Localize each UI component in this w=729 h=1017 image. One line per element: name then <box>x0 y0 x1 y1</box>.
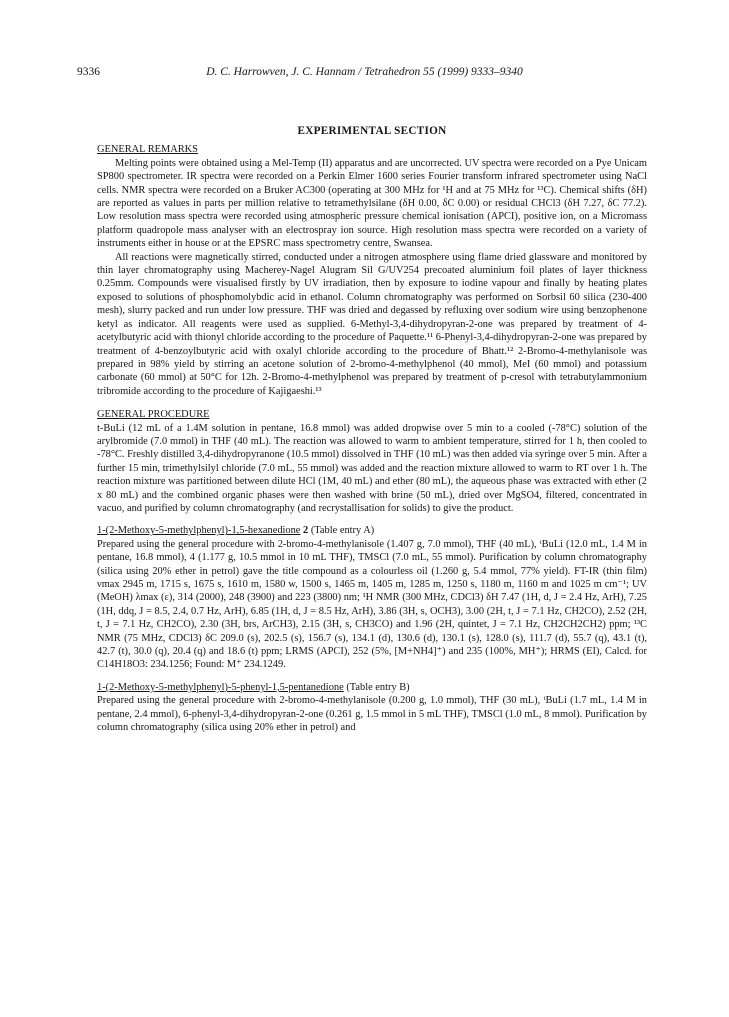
general-procedure-paragraph: t-BuLi (12 mL of a 1.4M solution in pentane, 16.8 mmol) was added dropwise over 5 min to a cooled (-78°C) solution of the arylbromide (7.0 mmol) in THF (40 mL). The reaction was allowed to warm to ambient temperature, stirred for 1 h, then cooled to -78°C. Freshly distilled 3,4-dihydropyranone (10.5 mmol) dissolved in THF (10 mL) was then added via syringe over 5 min. After a further 15 min, trimethylsilyl chloride (7.0 mL, 55 mmol) was added and the reaction mixture allowed to warm to RT over 1 h. The reaction mixture was partitioned between dilute HCl (1M, 40 mL) and ether (80 mL), the aqueous phase was extracted with ether (2 x 80 mL) and the combined organic phases were then washed with brine (50 mL), dried over MgSO4, filtered, concentrated in vacuo, and purified by column chromatography (and recrystallisation for solids) to give the product. <box>97 422 647 514</box>
compound-a-entry: (Table entry A) <box>310 525 375 537</box>
running-header <box>0 66 729 82</box>
compound-a-name: 1-(2-Methoxy-5-methylphenyl)-1,5-hexanedione <box>97 525 301 537</box>
running-head-citation: D. C. Harrowven, J. C. Hannam / Tetrahedron 55 (1999) 9333–9340 <box>206 66 523 78</box>
article-body <box>97 125 647 734</box>
compound-a-characterisation: Prepared using the general procedure with 2-bromo-4-methylanisole (1.407 g, 7.0 mmol), THF (40 mL), ᵗBuLi (12.0 mL, 1.4 M in pentane, 16.8 mmol), 4 (1.177 g, 10.5 mmol in 10 mL THF), TMSCl (7.0 mL, 55 mmol). Purification by column chromatography (silica using 20% ether in petrol) gave the title compound as a colourless oil (1.260 g, 5.4 mmol, 77% yield). FT-IR (thin film) νmax 2945 m, 1715 s, 1675 s, 1610 m, 1580 w, 1500 s, 1465 m, 1405 m, 1285 m, 1250 s, 1180 m, 1160 m and 1025 m cm⁻¹; UV (MeOH) λmax (ε), 314 (2000), 248 (3900) and 223 (3800) nm; ¹H NMR (300 MHz, CDCl3) δH 7.47 (1H, d, J = 2.4 Hz, ArH), 7.25 (1H, ddq, J = 8.5, 2.4, 0.7 Hz, ArH), 6.85 (1H, d, J = 8.5 Hz, ArH), 3.86 (3H, s, OCH3), 3.00 (2H, t, J = 7.1 Hz, CH2CO), 2.52 (2H, t, J = 7.1 Hz, CH2CO), 2.30 (3H, brs, ArCH3), 2.15 (3H, s, CH3CO) and 1.96 (2H, quintet, J = 7.1 Hz, CH2CH2CH2) ppm; ¹³C NMR (75 MHz, CDCl3) δC 209.0 (s), 202.5 (s), 156.7 (s), 134.1 (d), 130.6 (d), 130.1 (s), 128.0 (s), 111.7 (d), 55.7 (q), 43.1 (t), 42.7 (t), 30.0 (q), 20.4 (q) and 18.6 (t) ppm; LRMS (APCI), 252 (5%, [M+NH4]⁺) and 235 (100%, MH⁺); HRMS (EI), Calcd. for C14H18O3: 234.1256; Found: M⁺ 234.1249. <box>97 538 647 671</box>
section-title: EXPERIMENTAL SECTION <box>297 125 447 137</box>
compound-b-name: 1-(2-Methoxy-5-methylphenyl)-5-phenyl-1,5-pentanedione <box>97 681 344 693</box>
general-remarks-paragraph-2: All reactions were magnetically stirred, conducted under a nitrogen atmosphere using flame dried glassware and monitored by thin layer chromatography using Macherey-Nagel Alugram Sil G/UV254 precoated aluminium foil plates of layer thickness 0.25mm. Compounds were visualised firstly by UV irradiation, then by exposure to iodine vapour and finally by heating plates exposed to solutions of phosphomolybdic acid in ethanol. Column chromatography was performed on Sorbsil 60 silica (230-400 mesh), slurry packed and run under low pressure. THF was dried and degassed by refluxing over sodium wire using benzophenone ketyl as indicator. All reagents were used as supplied. 6-Methyl-3,4-dihydropyran-2-one was prepared by treatment of 4-acetylbutyric acid with thionyl chloride according to the procedure of Paquette.¹¹ 6-Phenyl-3,4-dihydropyran-2-one was prepared by treatment of 4-benzoylbutyric acid with oxalyl chloride according to the procedure of Bhatt.¹² 2-Bromo-4-methylanisole was prepared in 98% yield by stirring an acetone solution of 2-bromo-4-methylphenol (40 mmol), MeI (60 mmol) and potassium carbonate (60 mmol) at 50°C for 12h. 2-Bromo-4-methylphenol was prepared by treatment of p-cresol with tetrabutylammonium tribromide according to the procedure of Kajigaeshi.¹³ <box>97 251 647 397</box>
compound-a-heading <box>97 524 647 537</box>
general-remarks-paragraph-1: Melting points were obtained using a Mel-Temp (II) apparatus and are uncorrected. UV spectra were recorded on a Pye Unicam SP800 spectrometer. IR spectra were recorded on a Perkin Elmer 1600 series Fourier transform infrared spectrometer using NaCl cells. NMR spectra were recorded on a Bruker AC300 (operating at 300 MHz for ¹H and at 75 MHz for ¹³C). Chemical shifts (δH) are reported as values in parts per million relative to tetramethylsilane (δH 0.00, δC 0.00) or residual CHCl3 (δH 7.27, δC 77.2). Low resolution mass spectra were recorded using atmospheric pressure chemical ionisation (APCI), positive ion, on a Micromass platform quadropole mass analyser with an electrospray ion source. High resolution mass spectra were recorded on a variety of instruments either in house or at the EPSRC mass spectrometry centre, Swansea. <box>97 157 647 250</box>
compound-a-number: 2 <box>303 525 309 537</box>
general-procedure-heading: GENERAL PROCEDURE <box>97 409 210 421</box>
compound-b-characterisation: Prepared using the general procedure with 2-bromo-4-methylanisole (0.200 g, 1.0 mmol), THF (30 mL), ᵗBuLi (1.7 mL, 1.4 M in pentane, 2.4 mmol), 6-phenyl-3,4-dihydropyran-2-one (0.261 g, 1.5 mmol in 5 mL THF), TMSCl (1.0 mL, 8 mmol). Purification by column chromatography (silica using 20% ether in petrol) and <box>97 695 647 734</box>
page-number: 9336 <box>77 66 100 78</box>
general-remarks-heading: GENERAL REMARKS <box>97 144 198 156</box>
compound-b-entry: (Table entry B) <box>346 681 410 693</box>
compound-b-heading <box>97 681 647 694</box>
